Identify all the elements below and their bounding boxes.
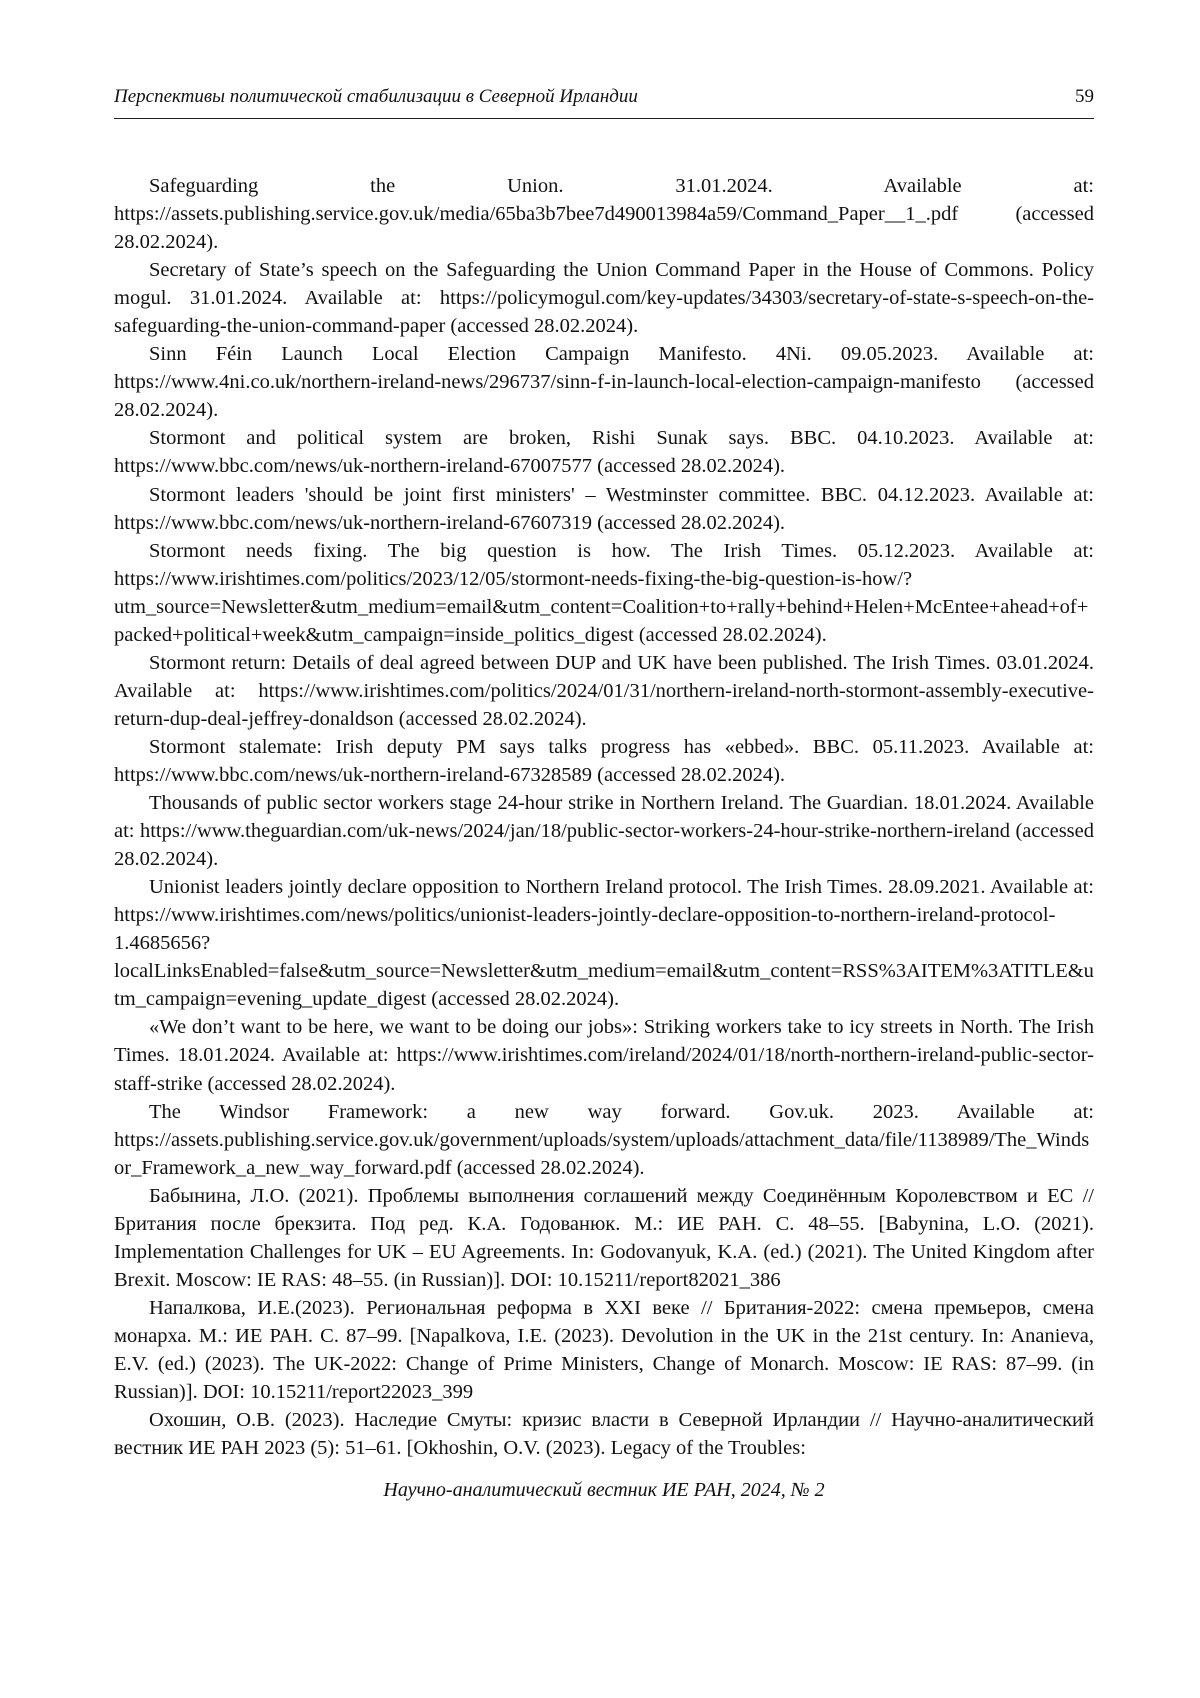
reference-item: Бабынина, Л.О. (2021). Проблемы выполнения соглашений между Соединённым Королевством и ЕС // Британия после брекзита. Под ред. К.А. Годованюк. М.: ИЕ РАН. С. 48–55. [Babynina, L.O. (2021). Implementation Challenges for UK – EU Agreements. In: Godovanyuk, K.A. (ed.) (2021). The United Kingdom after Brexit. Moscow: IE RAS: 48–55. (in Russian)]. DOI: 10.15211/report82021_386 — [114, 1184, 1094, 1291]
reference-item: Stormont stalemate: Irish deputy PM says talks progress has «ebbed». BBC. 05.11.2023. Available at: https://www.bbc.com/news/uk-northern-ireland-67328589 (accessed 28.02.2024). — [114, 735, 1094, 786]
reference-item: Напалкова, И.Е.(2023). Региональная реформа в XXI веке // Британия-2022: смена премьеров, смена монарха. М.: ИЕ РАН. С. 87–99. [Napalkova, I.E. (2023). Devolution in the UK in the 21st century. In: Ananieva, E.V. (ed.) (2023). The UK-2022: Change of Prime Ministers, Change of Monarch. Moscow: IE RAS: 87–99. (in Russian)]. DOI: 10.15211/report22023_399 — [114, 1296, 1094, 1404]
reference-item: Unionist leaders jointly declare opposition to Northern Ireland protocol. The Irish Times. 28.09.2021. Available at: https://www.irishtimes.com/news/politics/unionist-leaders-jointly-declare-opposition-to-northern-ireland-protocol-1.4685656?localLinksEnabled=false&utm_source=Newsletter&utm_medium=email&utm_content=RSS%3AITEM%3ATITLE&utm_campaign=evening_update_digest (accessed 28.02.2024). — [114, 876, 1094, 1011]
running-header-title: Перспективы политической стабилизации в Северной Ирландии — [114, 86, 638, 107]
reference-item: Stormont and political system are broken, Rishi Sunak says. BBC. 04.10.2023. Available at: https://www.bbc.com/news/uk-northern-ireland-67007577 (accessed 28.02.2024). — [114, 427, 1094, 478]
journal-footer: Научно-аналитический вестник ИЕ РАН, 2024, № 2 — [383, 1479, 825, 1501]
reference-item: «We don’t want to be here, we want to be doing our jobs»: Striking workers take to icy streets in North. The Irish Times. 18.01.2024. Available at: https://www.irishtimes.com/ireland/2024/01/18/north-northern-ireland-public-sector-staff-strike (accessed 28.02.2024). — [114, 1016, 1094, 1095]
reference-item: The Windsor Framework: a new way forward. Gov.uk. 2023. Available at: https://assets.publishing.service.gov.uk/government/uploads/system/uploads/attachment_data/file/1138989/The_Windsor_Framework_a_new_way_forward.pdf (accessed 28.02.2024). — [114, 1100, 1094, 1179]
reference-list — [114, 172, 1094, 1462]
reference-item: Охошин, О.В. (2023). Наследие Смуты: кризис власти в Северной Ирландии // Научно-аналитический вестник ИЕ РАН 2023 (5): 51–61. [Okhoshin, O.V. (2023). Legacy of the Troubles: — [114, 1409, 1094, 1460]
reference-item: Thousands of public sector workers stage 24-hour strike in Northern Ireland. The Guardian. 18.01.2024. Available at: https://www.theguardian.com/uk-news/2024/jan/18/public-sector-workers-24-hour-strike-northern-ireland (accessed 28.02.2024). — [114, 792, 1094, 871]
reference-item: Secretary of State’s speech on the Safeguarding the Union Command Paper in the House of Commons. Policy mogul. 31.01.2024. Available at: https://policymogul.com/key-updates/34303/secretary-of-state-s-speech-on-the-safeguarding-the-union-command-paper (accessed 28.02.2024). — [114, 259, 1094, 338]
page-number: 59 — [1075, 86, 1094, 107]
reference-item: Stormont needs fixing. The big question is how. The Irish Times. 05.12.2023. Available at: https://www.irishtimes.com/politics/2023/12/05/stormont-needs-fixing-the-big-question-is-how/?utm_source=Newsletter&utm_medium=email&utm_content=Coalition+to+rally+behind+Helen+McEntee+ahead+of+packed+political+week&utm_campaign=inside_politics_digest (accessed 28.02.2024). — [114, 539, 1094, 646]
reference-item: Sinn Féin Launch Local Election Campaign Manifesto. 4Ni. 09.05.2023. Available at: https://www.4ni.co.uk/northern-ireland-news/296737/sinn-f-in-launch-local-election-campaign-manifesto (accessed 28.02.2024). — [114, 343, 1094, 422]
reference-item: Stormont leaders 'should be joint first ministers' – Westminster committee. BBC. 04.12.2023. Available at: https://www.bbc.com/news/uk-northern-ireland-67607319 (accessed 28.02.2024). — [114, 483, 1094, 534]
reference-item: Stormont return: Details of deal agreed between DUP and UK have been published. The Irish Times. 03.01.2024. Available at: https://www.irishtimes.com/politics/2024/01/31/northern-ireland-north-stormont-assembly-executive-return-dup-deal-jeffrey-donaldson (accessed 28.02.2024). — [114, 651, 1094, 730]
running-header — [114, 84, 1094, 119]
reference-item: Safeguarding the Union. 31.01.2024. Available at: https://assets.publishing.service.gov.uk/media/65ba3b7bee7d490013984a59/Command_Paper__1_.pdf (accessed 28.02.2024). — [114, 175, 1094, 254]
